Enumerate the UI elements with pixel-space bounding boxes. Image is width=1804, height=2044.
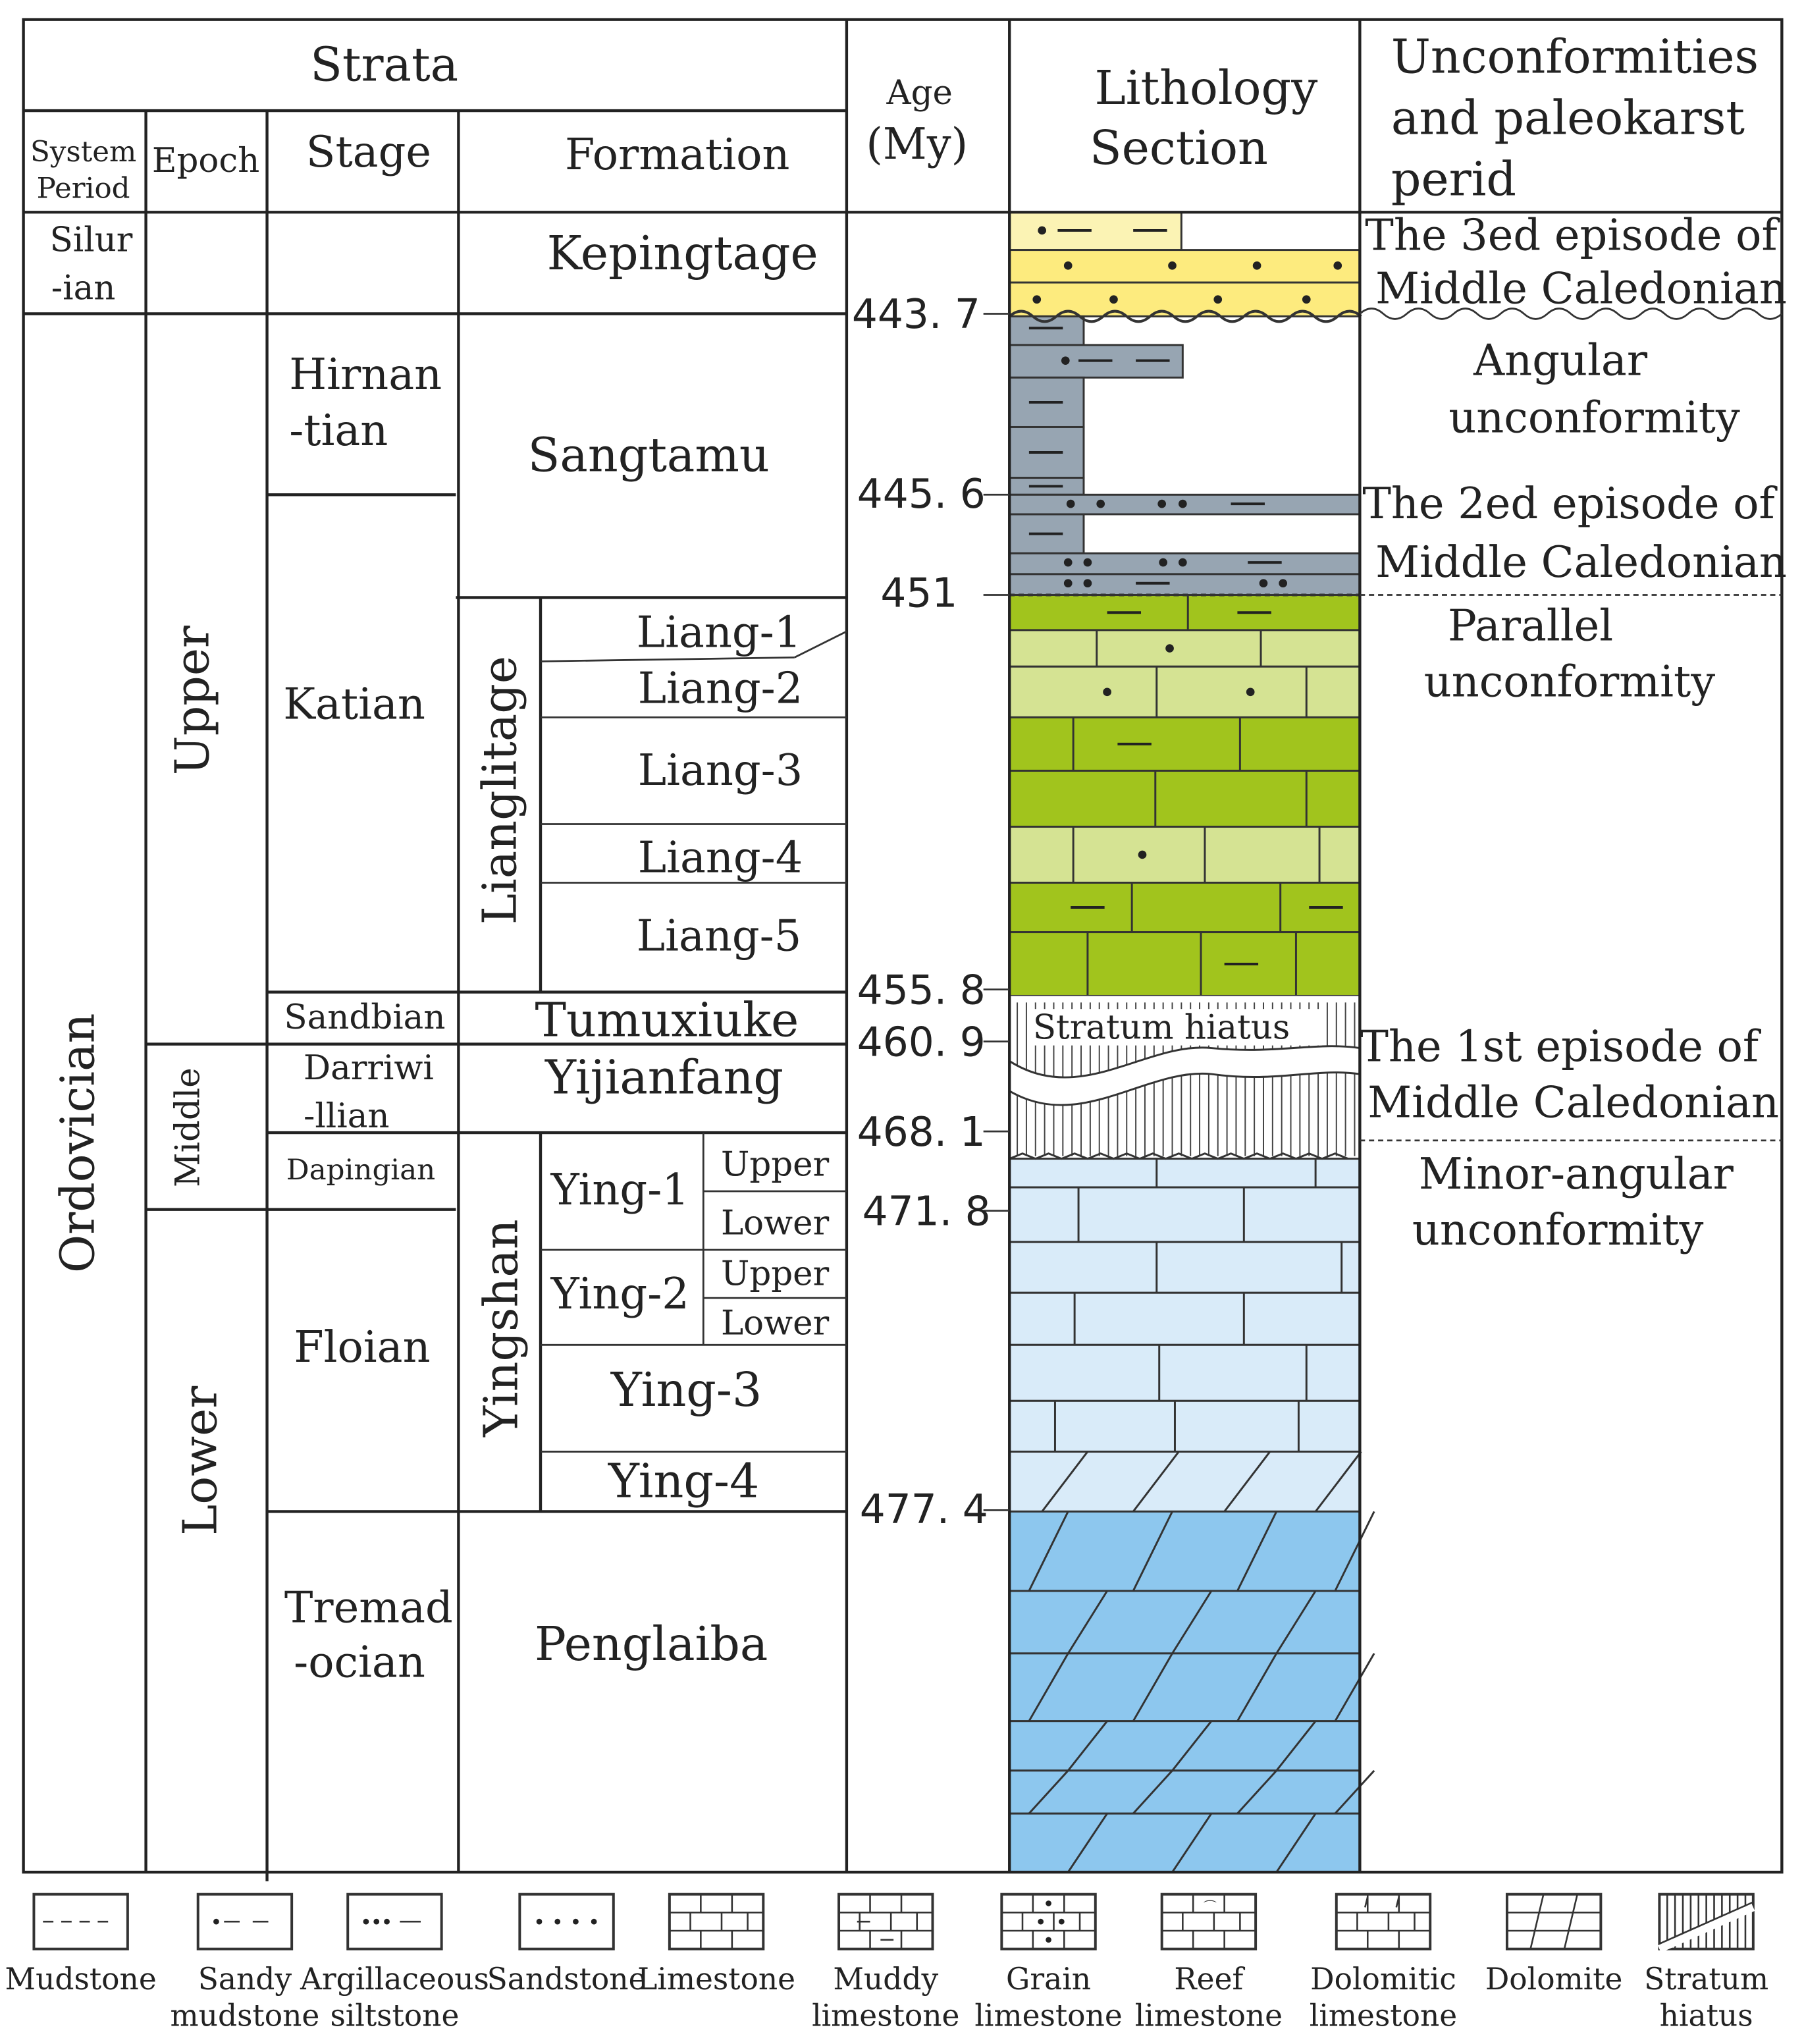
angular-unconformity-label: Angular	[1473, 335, 1648, 386]
legend-swatch	[198, 1895, 292, 1949]
dolomitic-limestone-layer	[1009, 1293, 1360, 1345]
dolomite-layer	[1009, 1591, 1360, 1654]
dolomitic-limestone-layer	[1009, 1401, 1360, 1451]
grain-dot-mark	[1179, 500, 1187, 508]
legend-label: Dolomitic	[1310, 1961, 1456, 1997]
stage-floian: Floian	[294, 1322, 431, 1373]
argillaceous-siltstone-layer	[1009, 574, 1360, 595]
epoch-header: Epoch	[151, 140, 260, 180]
legend-label: siltstone	[330, 1998, 460, 2033]
ying-1-lower: Lower	[721, 1203, 830, 1243]
system-header: System	[30, 136, 137, 169]
limestone-layer	[1009, 882, 1360, 932]
legend-label: limestone	[1309, 1998, 1458, 2033]
legend-swatch	[348, 1895, 441, 1949]
member-ying-2: Ying-2	[550, 1268, 689, 1319]
legend-label: Muddy	[833, 1961, 939, 1997]
age-label: 471. 8	[862, 1188, 991, 1235]
formation-sangtamu: Sangtamu	[527, 427, 770, 483]
member-liang-2: Liang-2	[637, 663, 803, 714]
epoch-upper: Upper	[165, 626, 220, 776]
legend-item	[300, 1895, 489, 2033]
angular-unconformity-label-2: unconformity	[1448, 392, 1740, 443]
legend-item	[1135, 1895, 1283, 2033]
legend-item	[1485, 1895, 1623, 1997]
legend-pattern-dot	[554, 1919, 560, 1925]
member-liang-4: Liang-4	[637, 832, 803, 883]
legend-item	[1644, 1895, 1768, 2033]
epoch-middle: Middle	[168, 1067, 208, 1187]
system-ordovician: Ordovician	[50, 1013, 105, 1274]
lithology-section	[1009, 212, 1374, 1872]
legend-swatch	[519, 1895, 613, 1949]
legend-label: Stratum	[1644, 1961, 1769, 1997]
system-silurian-2: -ian	[51, 268, 116, 308]
parallel-unconformity-label: Parallel	[1447, 601, 1614, 651]
legend-label: Reef	[1174, 1961, 1244, 1997]
grain-dot-mark	[1168, 261, 1177, 270]
grain-dot-mark	[1084, 558, 1092, 567]
stage-tremadocian-2: -ocian	[294, 1637, 425, 1688]
grain-dot-mark	[1084, 579, 1092, 587]
dolomitic-limestone-layer	[1009, 1159, 1360, 1187]
formation-lianglitage: Lianglitage	[472, 656, 527, 925]
age-label: 443. 7	[851, 291, 980, 338]
ying-1-upper: Upper	[721, 1144, 830, 1185]
unconformities-header-3: perid	[1391, 151, 1517, 207]
legend-pattern-dot	[384, 1919, 390, 1925]
grain-dot-mark	[1103, 687, 1111, 696]
member-ying-3: Ying-3	[610, 1362, 762, 1418]
grain-limestone-layer	[1009, 630, 1360, 666]
stage-tremadocian: Tremad	[284, 1582, 453, 1633]
stage-katian: Katian	[283, 679, 425, 730]
legend-item	[5, 1895, 157, 1997]
stage-darriwilian: Darriwi	[303, 1048, 434, 1088]
legend-pattern-dot	[373, 1919, 379, 1925]
lithology-header: Lithology	[1094, 61, 1318, 116]
age-label: 477. 4	[859, 1486, 988, 1534]
dolomitic-limestone-layer	[1009, 1187, 1360, 1242]
member-liang-3: Liang-3	[637, 745, 803, 796]
episode-1-label-2: Middle Caledonian	[1367, 1077, 1780, 1128]
age-unit: (My)	[866, 119, 968, 170]
formation-yingshan: Yingshan	[473, 1219, 529, 1437]
legend-label: Argillaceous	[300, 1961, 489, 1997]
grain-dot-mark	[1333, 261, 1342, 270]
legend-item	[1310, 1895, 1457, 2033]
member-liang-1: Liang-1	[636, 607, 802, 658]
legend-pattern-dot	[537, 1919, 543, 1925]
legend-label: Limestone	[637, 1961, 796, 1997]
stage-header: Stage	[305, 127, 432, 178]
grain-dot-mark	[1159, 558, 1167, 567]
sandstone-layer	[1009, 250, 1360, 282]
legend-label: limestone	[812, 1998, 960, 2033]
member-ying-1: Ying-1	[550, 1164, 689, 1215]
grain-dot-mark	[1064, 261, 1073, 270]
formation-kepingtage: Kepingtage	[546, 226, 818, 281]
unconformities-header-2: and paleokarst	[1391, 90, 1745, 146]
legend-swatch	[670, 1895, 763, 1949]
grain-dot-mark	[1109, 295, 1118, 304]
grain-dot-mark	[1064, 558, 1073, 567]
formation-header: Formation	[565, 130, 790, 180]
stage-hirnantian-2: -tian	[289, 406, 388, 456]
grain-dot-mark	[1038, 227, 1046, 235]
episode-3-label-2: Middle Caledonian	[1375, 263, 1787, 314]
grain-dot-mark	[1213, 295, 1222, 304]
grain-dot-mark	[1032, 295, 1041, 304]
formation-tumuxiuke: Tumuxiuke	[535, 992, 799, 1048]
legend-pattern-dot	[1046, 1900, 1051, 1906]
ying-2-upper: Upper	[721, 1254, 830, 1294]
limestone-layer	[1009, 595, 1360, 630]
legend-pattern-dot	[1059, 1919, 1065, 1925]
stage-sandbian: Sandbian	[284, 997, 446, 1037]
grain-dot-mark	[1260, 579, 1268, 587]
legend-swatch	[839, 1895, 932, 1949]
grain-dot-mark	[1157, 500, 1166, 508]
stage-darriwilian-2: -llian	[303, 1096, 390, 1137]
member-liang-5: Liang-5	[636, 911, 802, 961]
legend-pattern-dot	[573, 1919, 579, 1925]
member-ying-4: Ying-4	[608, 1453, 760, 1509]
episode-3-label: The 3ed episode of	[1365, 210, 1778, 261]
age-label: 451	[880, 570, 958, 617]
epoch-lower: Lower	[172, 1385, 228, 1536]
age-label: 445. 6	[857, 471, 986, 518]
dolomite-layer	[1009, 1814, 1360, 1872]
episode-2-label: The 2ed episode of	[1362, 478, 1775, 529]
legend-item	[487, 1895, 647, 1997]
unconformities-header: Unconformities	[1391, 29, 1759, 84]
legend-swatch	[1507, 1895, 1601, 1949]
legend-label: Sandstone	[487, 1961, 647, 1997]
minor-angular-label-2: unconformity	[1412, 1205, 1704, 1256]
section-header: Section	[1089, 121, 1268, 176]
limestone-layer	[1009, 717, 1360, 770]
age-label: 455. 8	[857, 967, 986, 1014]
grain-dot-mark	[1179, 558, 1187, 567]
legend-reef-mark: ⌒	[1203, 1899, 1217, 1915]
strata-header: Strata	[310, 37, 459, 92]
grain-dot-mark	[1096, 500, 1105, 508]
legend-label: Grain	[1006, 1961, 1092, 1997]
legend-pattern-dot	[1038, 1919, 1044, 1925]
minor-angular-label: Minor-angular	[1418, 1149, 1734, 1200]
age-header: Age	[886, 73, 953, 113]
grain-dot-mark	[1253, 261, 1261, 270]
system-silurian: Silur	[49, 220, 133, 260]
legend-label: limestone	[974, 1998, 1123, 2033]
grain-dot-mark	[1061, 356, 1070, 365]
dolomite-layer	[1009, 1721, 1360, 1771]
legend-item	[637, 1895, 795, 1997]
grain-dot-mark	[1165, 644, 1174, 653]
grain-dot-mark	[1064, 579, 1073, 587]
grain-dot-mark	[1279, 579, 1287, 587]
grain-dot-mark	[1067, 500, 1075, 508]
legend-item	[171, 1895, 320, 2033]
ying-2-lower: Lower	[721, 1303, 830, 1343]
dolomitic-limestone-layer	[1009, 1242, 1360, 1293]
limestone-layer	[1009, 932, 1360, 996]
grain-limestone-layer	[1009, 826, 1360, 882]
legend-pattern-dot	[591, 1919, 597, 1925]
parallel-unconformity-label-2: unconformity	[1423, 657, 1716, 707]
legend-label: limestone	[1134, 1998, 1283, 2033]
legend-swatch	[1337, 1895, 1430, 1949]
grain-dot-mark	[1302, 295, 1311, 304]
legend	[5, 1895, 1769, 2033]
formation-yijianfang: Yijianfang	[544, 1050, 783, 1105]
legend-pattern-dot	[363, 1919, 369, 1925]
legend-pattern-dot	[213, 1919, 219, 1925]
legend-label: Dolomite	[1485, 1961, 1623, 1997]
episode-2-label-2: Middle Caledonian	[1375, 537, 1787, 587]
stage-dapingian: Dapingian	[286, 1154, 436, 1187]
stratum-hiatus-label: Stratum hiatus	[1032, 1008, 1290, 1048]
legend-label: hiatus	[1659, 1998, 1753, 2033]
legend-item	[812, 1895, 959, 2033]
legend-label: Mudstone	[5, 1961, 157, 1997]
period-header: Period	[36, 172, 130, 205]
grain-dot-mark	[1138, 851, 1147, 859]
stage-hirnantian: Hirnan	[289, 350, 442, 400]
age-label: 468. 1	[857, 1108, 986, 1156]
episode-1-label: The 1st episode of	[1360, 1021, 1759, 1072]
formation-penglaiba: Penglaiba	[534, 1616, 768, 1671]
dolomite-layer	[1009, 1451, 1360, 1511]
legend-pattern-dot	[1046, 1937, 1051, 1943]
legend-label: mudstone	[170, 1998, 320, 2033]
legend-item	[974, 1895, 1122, 2033]
legend-label: Sandy	[198, 1961, 292, 1997]
age-label: 460. 9	[857, 1019, 986, 1066]
grain-dot-mark	[1246, 687, 1255, 696]
